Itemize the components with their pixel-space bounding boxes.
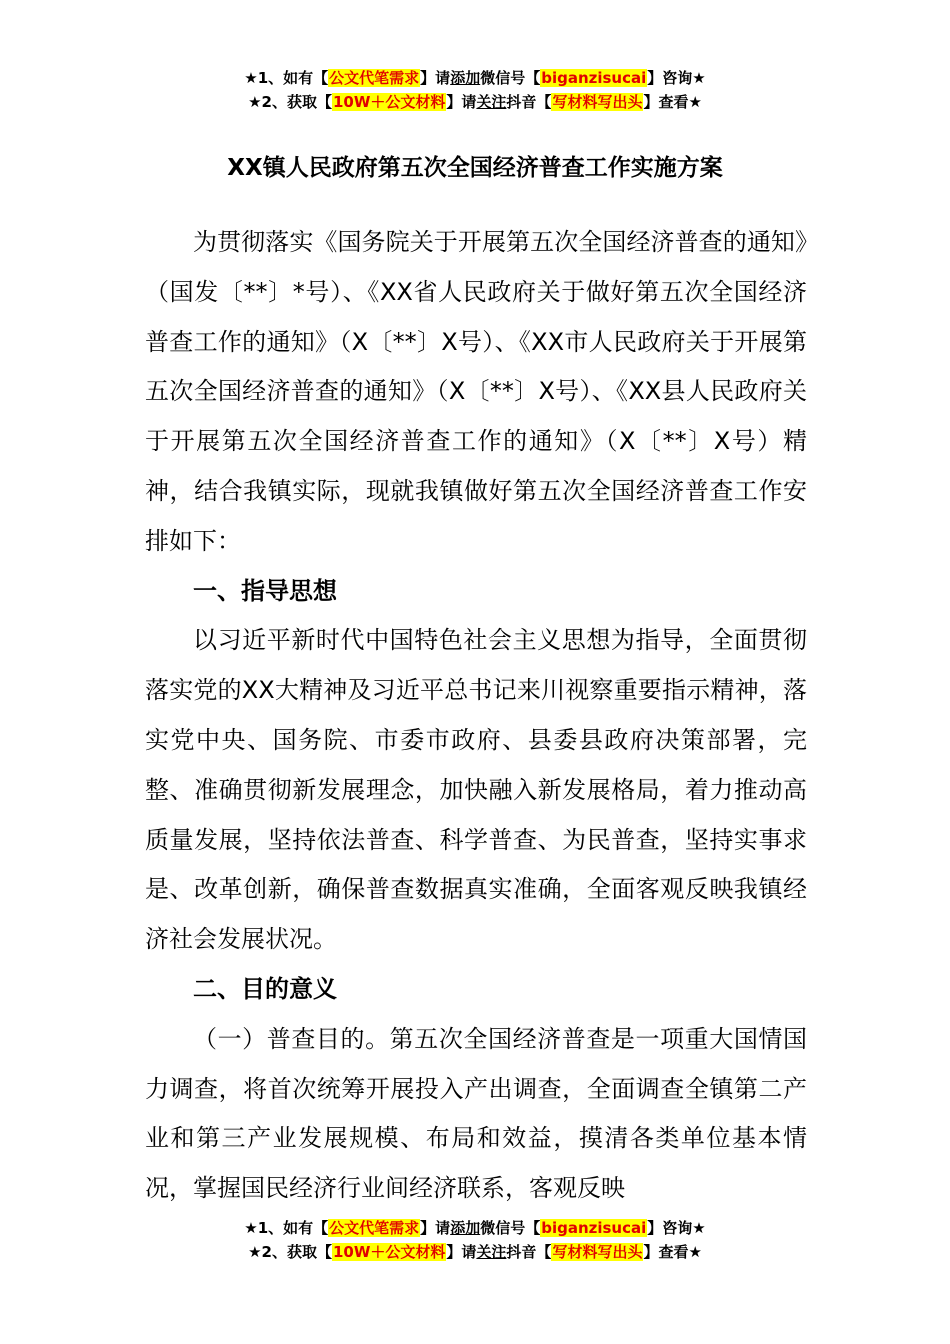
document-body <box>145 218 807 1214</box>
section-paragraph-2: （一）普查目的。第五次全国经济普查是一项重大国情国力调查，将首次统筹开展投入产出调查，全面调查全镇第二产业和第三产业发展规模、布局和效益，摸清各类单位基本情况，掌握国民经济行业间经济联系，客观反映 <box>145 1024 807 1203</box>
banner-highlight: 10W＋公文材料 <box>332 1243 446 1261</box>
banner-text: 抖音【 <box>506 93 552 111</box>
section-paragraph-1: 以习近平新时代中国特色社会主义思想为指导，全面贯彻落实党的XX大精神及习近平总书记来川视察重要指示精神，落实党中央、国务院、市委市政府、县委县政府决策部署，完整、准确贯彻新发展理念，加快融入新发展格局，着力推动高质量发展，坚持依法普查、科学普查、为民普查，坚持实事求是、改革创新，确保普查数据真实准确，全面客观反映我镇经济社会发展状况。 <box>145 626 807 954</box>
banner-highlight: biganzisucai <box>541 1219 647 1237</box>
banner-text: ★2、获取【 <box>248 93 332 111</box>
section-heading-1: 一、指导思想 <box>193 576 337 605</box>
banner-text: 】查看★ <box>643 93 702 111</box>
banner-text: 微信号【 <box>480 1219 541 1237</box>
banner-highlight: 写材料写出头 <box>552 1243 643 1261</box>
banner-text: 】咨询★ <box>647 1219 706 1237</box>
banner-highlight: 公文代笔需求 <box>329 69 420 87</box>
banner-text: ★2、获取【 <box>248 1243 332 1261</box>
banner-text: ★1、如有【 <box>244 1219 329 1237</box>
footer-banner <box>0 1216 950 1264</box>
banner-line-2 <box>0 90 950 114</box>
banner-highlight: 公文代笔需求 <box>329 1219 420 1237</box>
banner-line-1 <box>0 1216 950 1240</box>
intro-paragraph: 为贯彻落实《国务院关于开展第五次全国经济普查的通知》（国发〔**〕*号）、《XX省人民政府关于做好第五次全国经济普查工作的通知》（X〔**〕X号）、《XX市人民政府关于开展第五次全国经济普查的通知》（X〔**〕X号）、《XX县人民政府关于开展第五次全国经济普查工作的通知》（X〔**〕X号）精神，结合我镇实际，现就我镇做好第五次全国经济普查工作安排如下： <box>145 228 807 555</box>
banner-underline: 关注 <box>476 1243 507 1261</box>
banner-underline: 添加 <box>450 1219 481 1237</box>
banner-text: 】请 <box>420 69 451 87</box>
banner-underline: 添加 <box>450 69 481 87</box>
banner-underline: 关注 <box>476 93 507 111</box>
banner-text: 】请 <box>420 1219 451 1237</box>
banner-text: 】查看★ <box>643 1243 702 1261</box>
banner-text: 微信号【 <box>480 69 541 87</box>
banner-line-1 <box>0 66 950 90</box>
banner-highlight: biganzisucai <box>541 69 647 87</box>
banner-text: 】请 <box>446 93 477 111</box>
banner-text: ★1、如有【 <box>244 69 329 87</box>
banner-highlight: 写材料写出头 <box>552 93 643 111</box>
header-banner <box>0 66 950 114</box>
banner-text: 抖音【 <box>506 1243 552 1261</box>
banner-text: 】咨询★ <box>647 69 706 87</box>
banner-line-2 <box>0 1240 950 1264</box>
banner-text: 】请 <box>446 1243 477 1261</box>
section-heading-2: 二、目的意义 <box>193 974 337 1003</box>
document-title: XX镇人民政府第五次全国经济普查工作实施方案 <box>227 155 723 181</box>
banner-highlight: 10W＋公文材料 <box>332 93 446 111</box>
